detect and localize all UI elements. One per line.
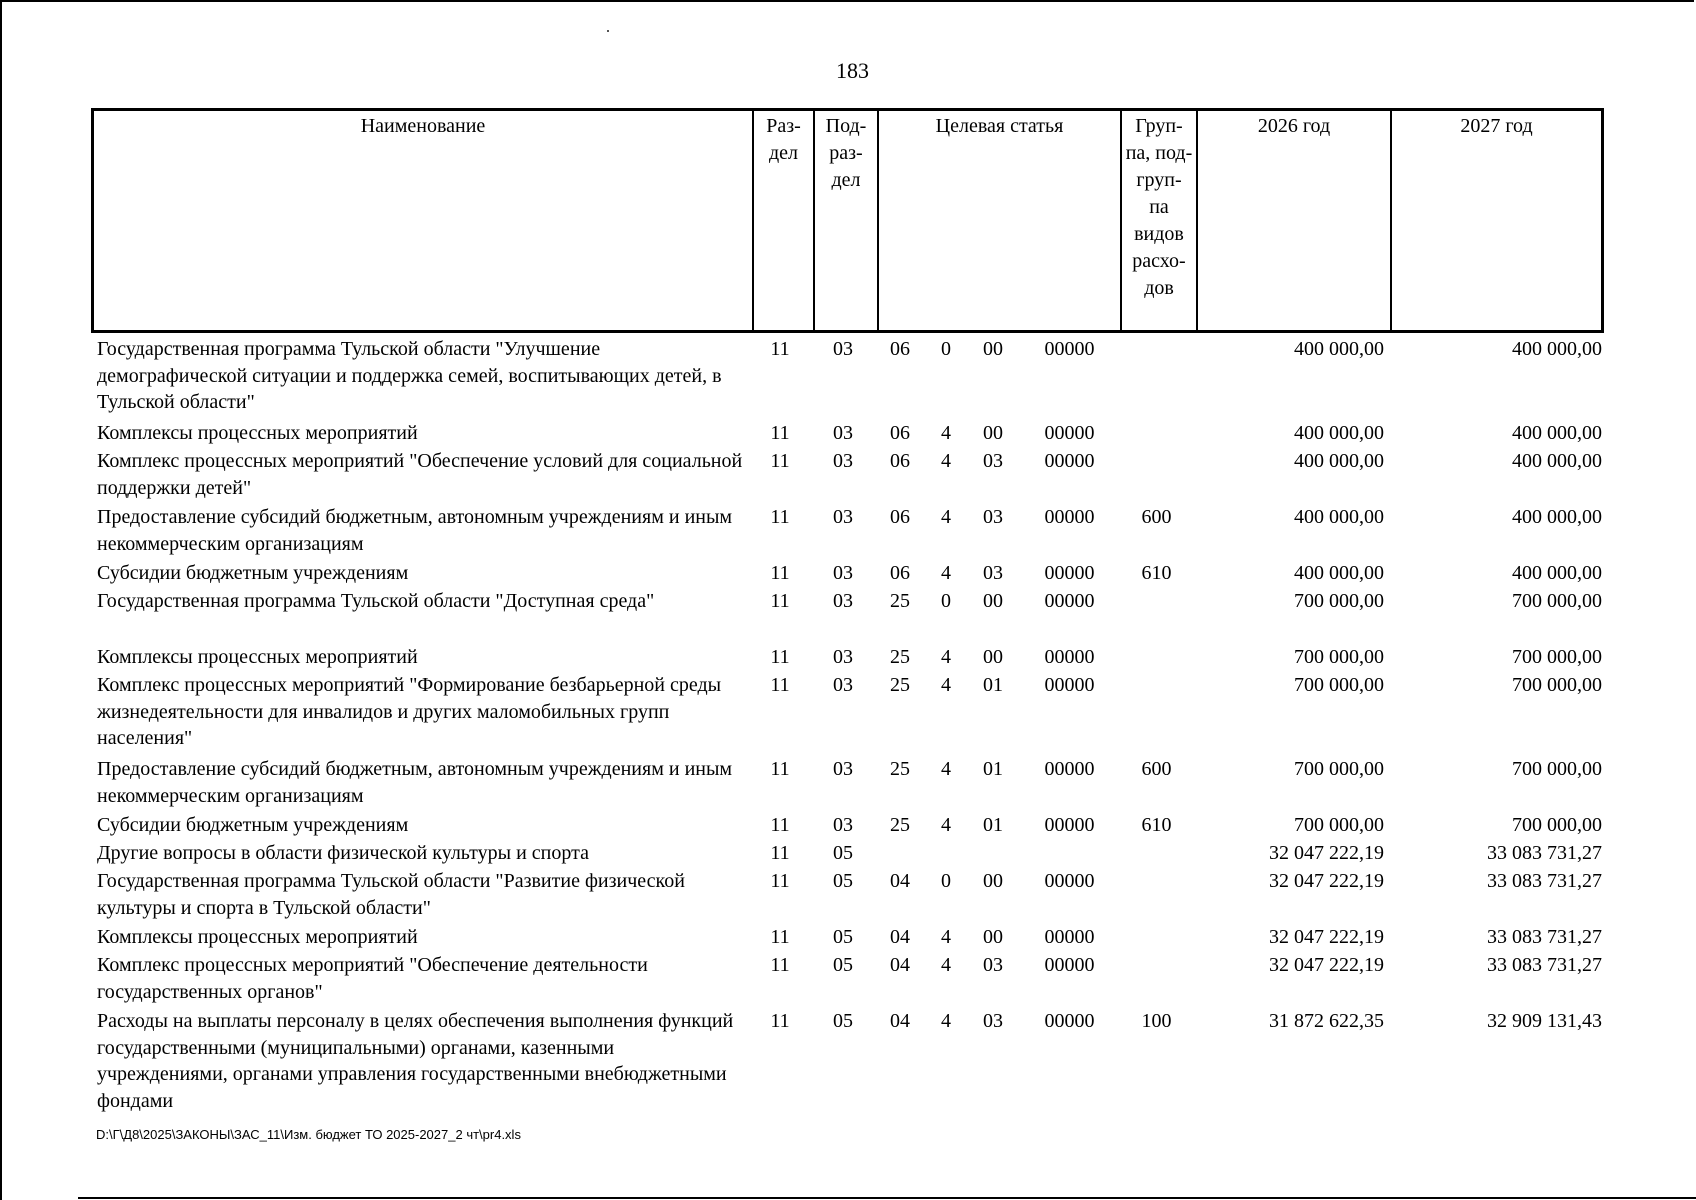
cell-y2026: 400 000,00 — [1294, 562, 1384, 584]
cell-t1: 06 — [890, 338, 910, 360]
cell-vr: 600 — [1141, 758, 1172, 780]
row-name: Государственная программа Тульской области "Улучшение демографической ситуации и поддержка семей, воспитывающих детей, в Тульской области" — [97, 338, 722, 413]
cell-t3: 00 — [983, 926, 1003, 948]
cell-t1: 06 — [890, 562, 910, 584]
cell-t1: 25 — [890, 814, 910, 836]
cell-t3: 00 — [983, 870, 1003, 892]
cell-t4: 00000 — [1044, 1010, 1095, 1032]
row-name: Другие вопросы в области физической культуры и спорта — [97, 842, 589, 864]
cell-y2026: 32 047 222,19 — [1269, 926, 1384, 948]
cell-t4: 00000 — [1044, 814, 1095, 836]
header-podrazdel-text: Под- раз- дел — [825, 115, 867, 191]
cell-pr: 05 — [833, 1010, 853, 1032]
cell-t2: 4 — [941, 646, 951, 668]
cell-y2026: 32 047 222,19 — [1269, 870, 1384, 892]
cell-t3: 00 — [983, 422, 1003, 444]
cell-rz: 11 — [770, 758, 790, 780]
cell-pr: 03 — [833, 646, 853, 668]
cell-rz: 11 — [770, 590, 790, 612]
cell-y2027: 400 000,00 — [1512, 562, 1602, 584]
cell-t2: 0 — [941, 338, 951, 360]
cell-t4: 00000 — [1044, 422, 1095, 444]
row-name: Субсидии бюджетным учреждениям — [97, 562, 409, 584]
cell-rz: 11 — [770, 646, 790, 668]
footer-file-path: D:\Г\Д8\2025\ЗАКОНЫ\ЗАС_11\Изм. бюджет ТО 2025-2027_2 чт\pr4.xls — [96, 1127, 521, 1142]
cell-t4: 00000 — [1044, 506, 1095, 528]
page-border-top — [2, 0, 1694, 2]
cell-y2027: 700 000,00 — [1512, 646, 1602, 668]
cell-pr: 05 — [833, 954, 853, 976]
cell-t4: 00000 — [1044, 562, 1095, 584]
table-header — [91, 108, 1604, 333]
cell-t2: 4 — [941, 506, 951, 528]
cell-t3: 03 — [983, 1010, 1003, 1032]
cell-pr: 05 — [833, 842, 853, 864]
cell-t4: 00000 — [1044, 646, 1095, 668]
header-2026 — [1198, 111, 1392, 330]
page-border-bottom — [78, 1197, 1696, 1199]
cell-t2: 4 — [941, 926, 951, 948]
cell-vr: 610 — [1141, 814, 1172, 836]
cell-t1: 06 — [890, 422, 910, 444]
scan-artifact — [607, 30, 609, 32]
cell-y2027: 400 000,00 — [1512, 422, 1602, 444]
cell-vr: 600 — [1141, 506, 1172, 528]
cell-pr: 03 — [833, 338, 853, 360]
cell-t3: 03 — [983, 450, 1003, 472]
cell-pr: 03 — [833, 422, 853, 444]
cell-pr: 03 — [833, 674, 853, 696]
cell-y2027: 33 083 731,27 — [1487, 870, 1602, 892]
cell-t3: 03 — [983, 506, 1003, 528]
header-razdel — [754, 111, 815, 330]
cell-t4: 00000 — [1044, 926, 1095, 948]
cell-y2027: 700 000,00 — [1512, 674, 1602, 696]
cell-y2026: 700 000,00 — [1294, 674, 1384, 696]
cell-t4: 00000 — [1044, 590, 1095, 612]
header-name — [94, 111, 754, 330]
cell-y2026: 700 000,00 — [1294, 646, 1384, 668]
cell-y2027: 33 083 731,27 — [1487, 842, 1602, 864]
cell-pr: 05 — [833, 870, 853, 892]
cell-t2: 4 — [941, 814, 951, 836]
cell-t1: 04 — [890, 926, 910, 948]
cell-t2: 4 — [941, 422, 951, 444]
row-name: Комплекс процессных мероприятий "Обеспечение деятельности государственных органов" — [97, 954, 648, 1003]
row-name: Комплексы процессных мероприятий — [97, 646, 418, 668]
header-razdel-text: Раз- дел — [766, 115, 801, 164]
header-group-text: Груп- па, под- груп- па видов расхо- дов — [1125, 115, 1193, 299]
row-name: Государственная программа Тульской области "Развитие физической культуры и спорта в Тульской области" — [97, 870, 685, 919]
header-name-text: Наименование — [360, 115, 486, 137]
cell-t1: 25 — [890, 646, 910, 668]
cell-rz: 11 — [770, 422, 790, 444]
cell-t3: 00 — [983, 590, 1003, 612]
cell-t4: 00000 — [1044, 674, 1095, 696]
cell-y2027: 400 000,00 — [1512, 506, 1602, 528]
cell-t1: 04 — [890, 954, 910, 976]
cell-vr: 100 — [1141, 1010, 1172, 1032]
row-name: Субсидии бюджетным учреждениям — [97, 814, 409, 836]
cell-t3: 01 — [983, 814, 1003, 836]
row-name: Комплекс процессных мероприятий "Обеспечение условий для социальной поддержки детей" — [97, 450, 743, 499]
cell-rz: 11 — [770, 954, 790, 976]
cell-t2: 4 — [941, 758, 951, 780]
cell-t4: 00000 — [1044, 338, 1095, 360]
cell-pr: 05 — [833, 926, 853, 948]
row-name: Государственная программа Тульской области "Доступная среда" — [97, 590, 655, 612]
cell-pr: 03 — [833, 506, 853, 528]
header-group — [1122, 111, 1198, 330]
cell-t2: 4 — [941, 674, 951, 696]
cell-y2027: 33 083 731,27 — [1487, 926, 1602, 948]
cell-pr: 03 — [833, 590, 853, 612]
cell-pr: 03 — [833, 758, 853, 780]
cell-t4: 00000 — [1044, 954, 1095, 976]
cell-rz: 11 — [770, 842, 790, 864]
cell-rz: 11 — [770, 562, 790, 584]
row-name: Комплекс процессных мероприятий "Формирование безбарьерной среды жизнедеятельности для инвалидов и других маломобильных групп населения" — [97, 674, 722, 749]
cell-t1: 04 — [890, 1010, 910, 1032]
page-border-left — [0, 0, 2, 1200]
cell-y2027: 400 000,00 — [1512, 338, 1602, 360]
cell-pr: 03 — [833, 814, 853, 836]
cell-t2: 4 — [941, 450, 951, 472]
cell-y2026: 700 000,00 — [1294, 590, 1384, 612]
header-target — [879, 111, 1122, 330]
header-podrazdel — [815, 111, 879, 330]
header-2026-text: 2026 год — [1257, 115, 1331, 137]
cell-rz: 11 — [770, 1010, 790, 1032]
cell-t3: 03 — [983, 954, 1003, 976]
cell-y2026: 400 000,00 — [1294, 422, 1384, 444]
cell-y2026: 400 000,00 — [1294, 506, 1384, 528]
cell-y2027: 700 000,00 — [1512, 814, 1602, 836]
cell-y2026: 700 000,00 — [1294, 814, 1384, 836]
cell-rz: 11 — [770, 926, 790, 948]
cell-t3: 01 — [983, 758, 1003, 780]
cell-y2026: 32 047 222,19 — [1269, 954, 1384, 976]
cell-y2026: 32 047 222,19 — [1269, 842, 1384, 864]
header-2027-text: 2027 год — [1460, 115, 1533, 137]
cell-pr: 03 — [833, 450, 853, 472]
cell-t4: 00000 — [1044, 450, 1095, 472]
cell-y2026: 700 000,00 — [1294, 758, 1384, 780]
cell-rz: 11 — [770, 814, 790, 836]
cell-t4: 00000 — [1044, 870, 1095, 892]
cell-t2: 4 — [941, 954, 951, 976]
cell-t2: 0 — [941, 590, 951, 612]
cell-t1: 25 — [890, 758, 910, 780]
row-name: Комплексы процессных мероприятий — [97, 422, 418, 444]
header-target-text: Целевая статья — [935, 115, 1064, 137]
cell-y2027: 400 000,00 — [1512, 450, 1602, 472]
cell-y2027: 32 909 131,43 — [1487, 1010, 1602, 1032]
cell-y2027: 33 083 731,27 — [1487, 954, 1602, 976]
cell-t1: 06 — [890, 450, 910, 472]
cell-y2026: 400 000,00 — [1294, 450, 1384, 472]
cell-y2027: 700 000,00 — [1512, 590, 1602, 612]
cell-rz: 11 — [770, 450, 790, 472]
cell-t1: 04 — [890, 870, 910, 892]
cell-t3: 00 — [983, 646, 1003, 668]
row-name: Расходы на выплаты персоналу в целях обеспечения выполнения функций государственными (муниципальными) органами, казенными учреждениями, органами управления государственными внебюджетными фондами — [97, 1010, 734, 1112]
cell-t1: 25 — [890, 590, 910, 612]
cell-t3: 01 — [983, 674, 1003, 696]
row-name: Предоставление субсидий бюджетным, автономным учреждениям и иным некоммерческим организациям — [97, 758, 733, 807]
cell-rz: 11 — [770, 338, 790, 360]
cell-t4: 00000 — [1044, 758, 1095, 780]
page-number: 183 — [836, 58, 869, 83]
cell-t2: 4 — [941, 1010, 951, 1032]
cell-rz: 11 — [770, 506, 790, 528]
cell-t3: 03 — [983, 562, 1003, 584]
cell-pr: 03 — [833, 562, 853, 584]
cell-t1: 25 — [890, 674, 910, 696]
header-2027 — [1392, 111, 1601, 330]
cell-vr: 610 — [1141, 562, 1172, 584]
cell-y2026: 400 000,00 — [1294, 338, 1384, 360]
cell-t1: 06 — [890, 506, 910, 528]
cell-rz: 11 — [770, 674, 790, 696]
row-name: Предоставление субсидий бюджетным, автономным учреждениям и иным некоммерческим организациям — [97, 506, 733, 555]
cell-t2: 0 — [941, 870, 951, 892]
cell-t3: 00 — [983, 338, 1003, 360]
cell-t2: 4 — [941, 562, 951, 584]
cell-y2026: 31 872 622,35 — [1269, 1010, 1384, 1032]
cell-rz: 11 — [770, 870, 790, 892]
cell-y2027: 700 000,00 — [1512, 758, 1602, 780]
row-name: Комплексы процессных мероприятий — [97, 926, 418, 948]
